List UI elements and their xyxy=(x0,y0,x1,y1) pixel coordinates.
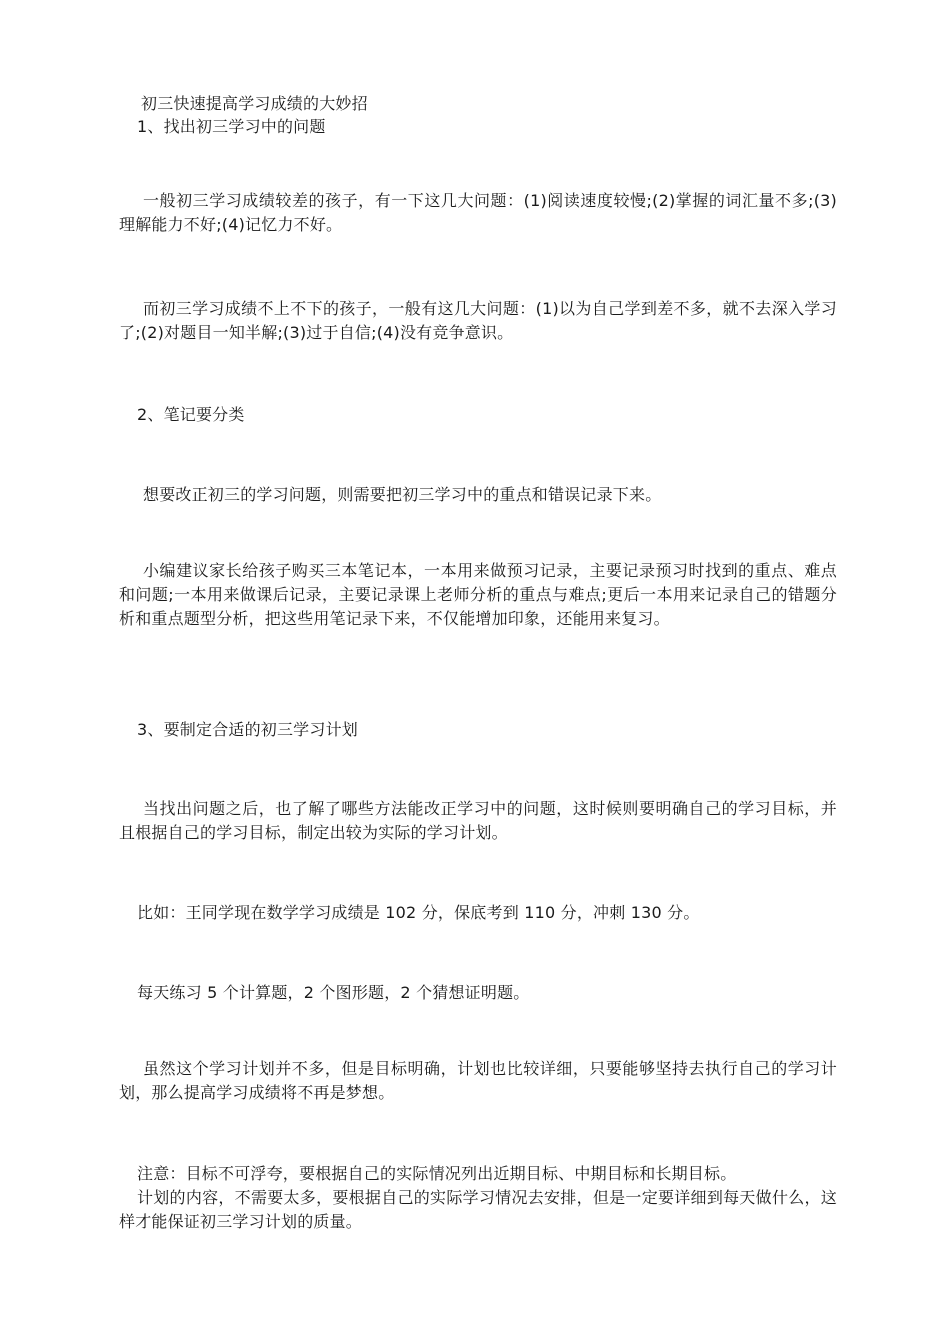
section-heading-1: 1、找出初三学习中的问题 xyxy=(137,117,326,136)
section-heading-2: 2、笔记要分类 xyxy=(137,405,245,424)
paragraph: 当找出问题之后，也了解了哪些方法能改正学习中的问题，这时候则要明确自己的学习目标，并且根据自己的学习目标，制定出较为实际的学习计划。 xyxy=(119,799,837,842)
paragraph: 虽然这个学习计划并不多，但是目标明确，计划也比较详细，只要能够坚持去执行自己的学习计划，那么提高学习成绩将不再是梦想。 xyxy=(119,1059,837,1102)
section-heading-3: 3、要制定合适的初三学习计划 xyxy=(137,720,358,739)
paragraph: 计划的内容，不需要太多，要根据自己的实际学习情况去安排，但是一定要详细到每天做什么，这样才能保证初三学习计划的质量。 xyxy=(119,1188,837,1231)
paragraph: 一般初三学习成绩较差的孩子，有一下这几大问题：(1)阅读速度较慢;(2)掌握的词汇量不多;(3)理解能力不好;(4)记忆力不好。 xyxy=(119,191,837,234)
document-title: 初三快速提高学习成绩的大妙招 xyxy=(141,94,368,113)
paragraph: 而初三学习成绩不上不下的孩子，一般有这几大问题：(1)以为自己学到差不多，就不去深入学习了;(2)对题目一知半解;(3)过于自信;(4)没有竞争意识。 xyxy=(119,299,837,342)
paragraph: 小编建议家长给孩子购买三本笔记本，一本用来做预习记录，主要记录预习时找到的重点、难点和问题;一本用来做课后记录，主要记录课上老师分析的重点与难点;更后一本用来记录自己的错题分析和重点题型分析，把这些用笔记录下来，不仅能增加印象，还能用来复习。 xyxy=(119,561,837,628)
paragraph: 每天练习 5 个计算题，2 个图形题，2 个猜想证明题。 xyxy=(137,983,530,1002)
paragraph: 想要改正初三的学习问题，则需要把初三学习中的重点和错误记录下来。 xyxy=(143,485,662,504)
paragraph: 比如：王同学现在数学学习成绩是 102 分，保底考到 110 分，冲刺 130 分。 xyxy=(137,903,700,922)
paragraph: 注意：目标不可浮夸，要根据自己的实际情况列出近期目标、中期目标和长期目标。 xyxy=(137,1164,737,1183)
